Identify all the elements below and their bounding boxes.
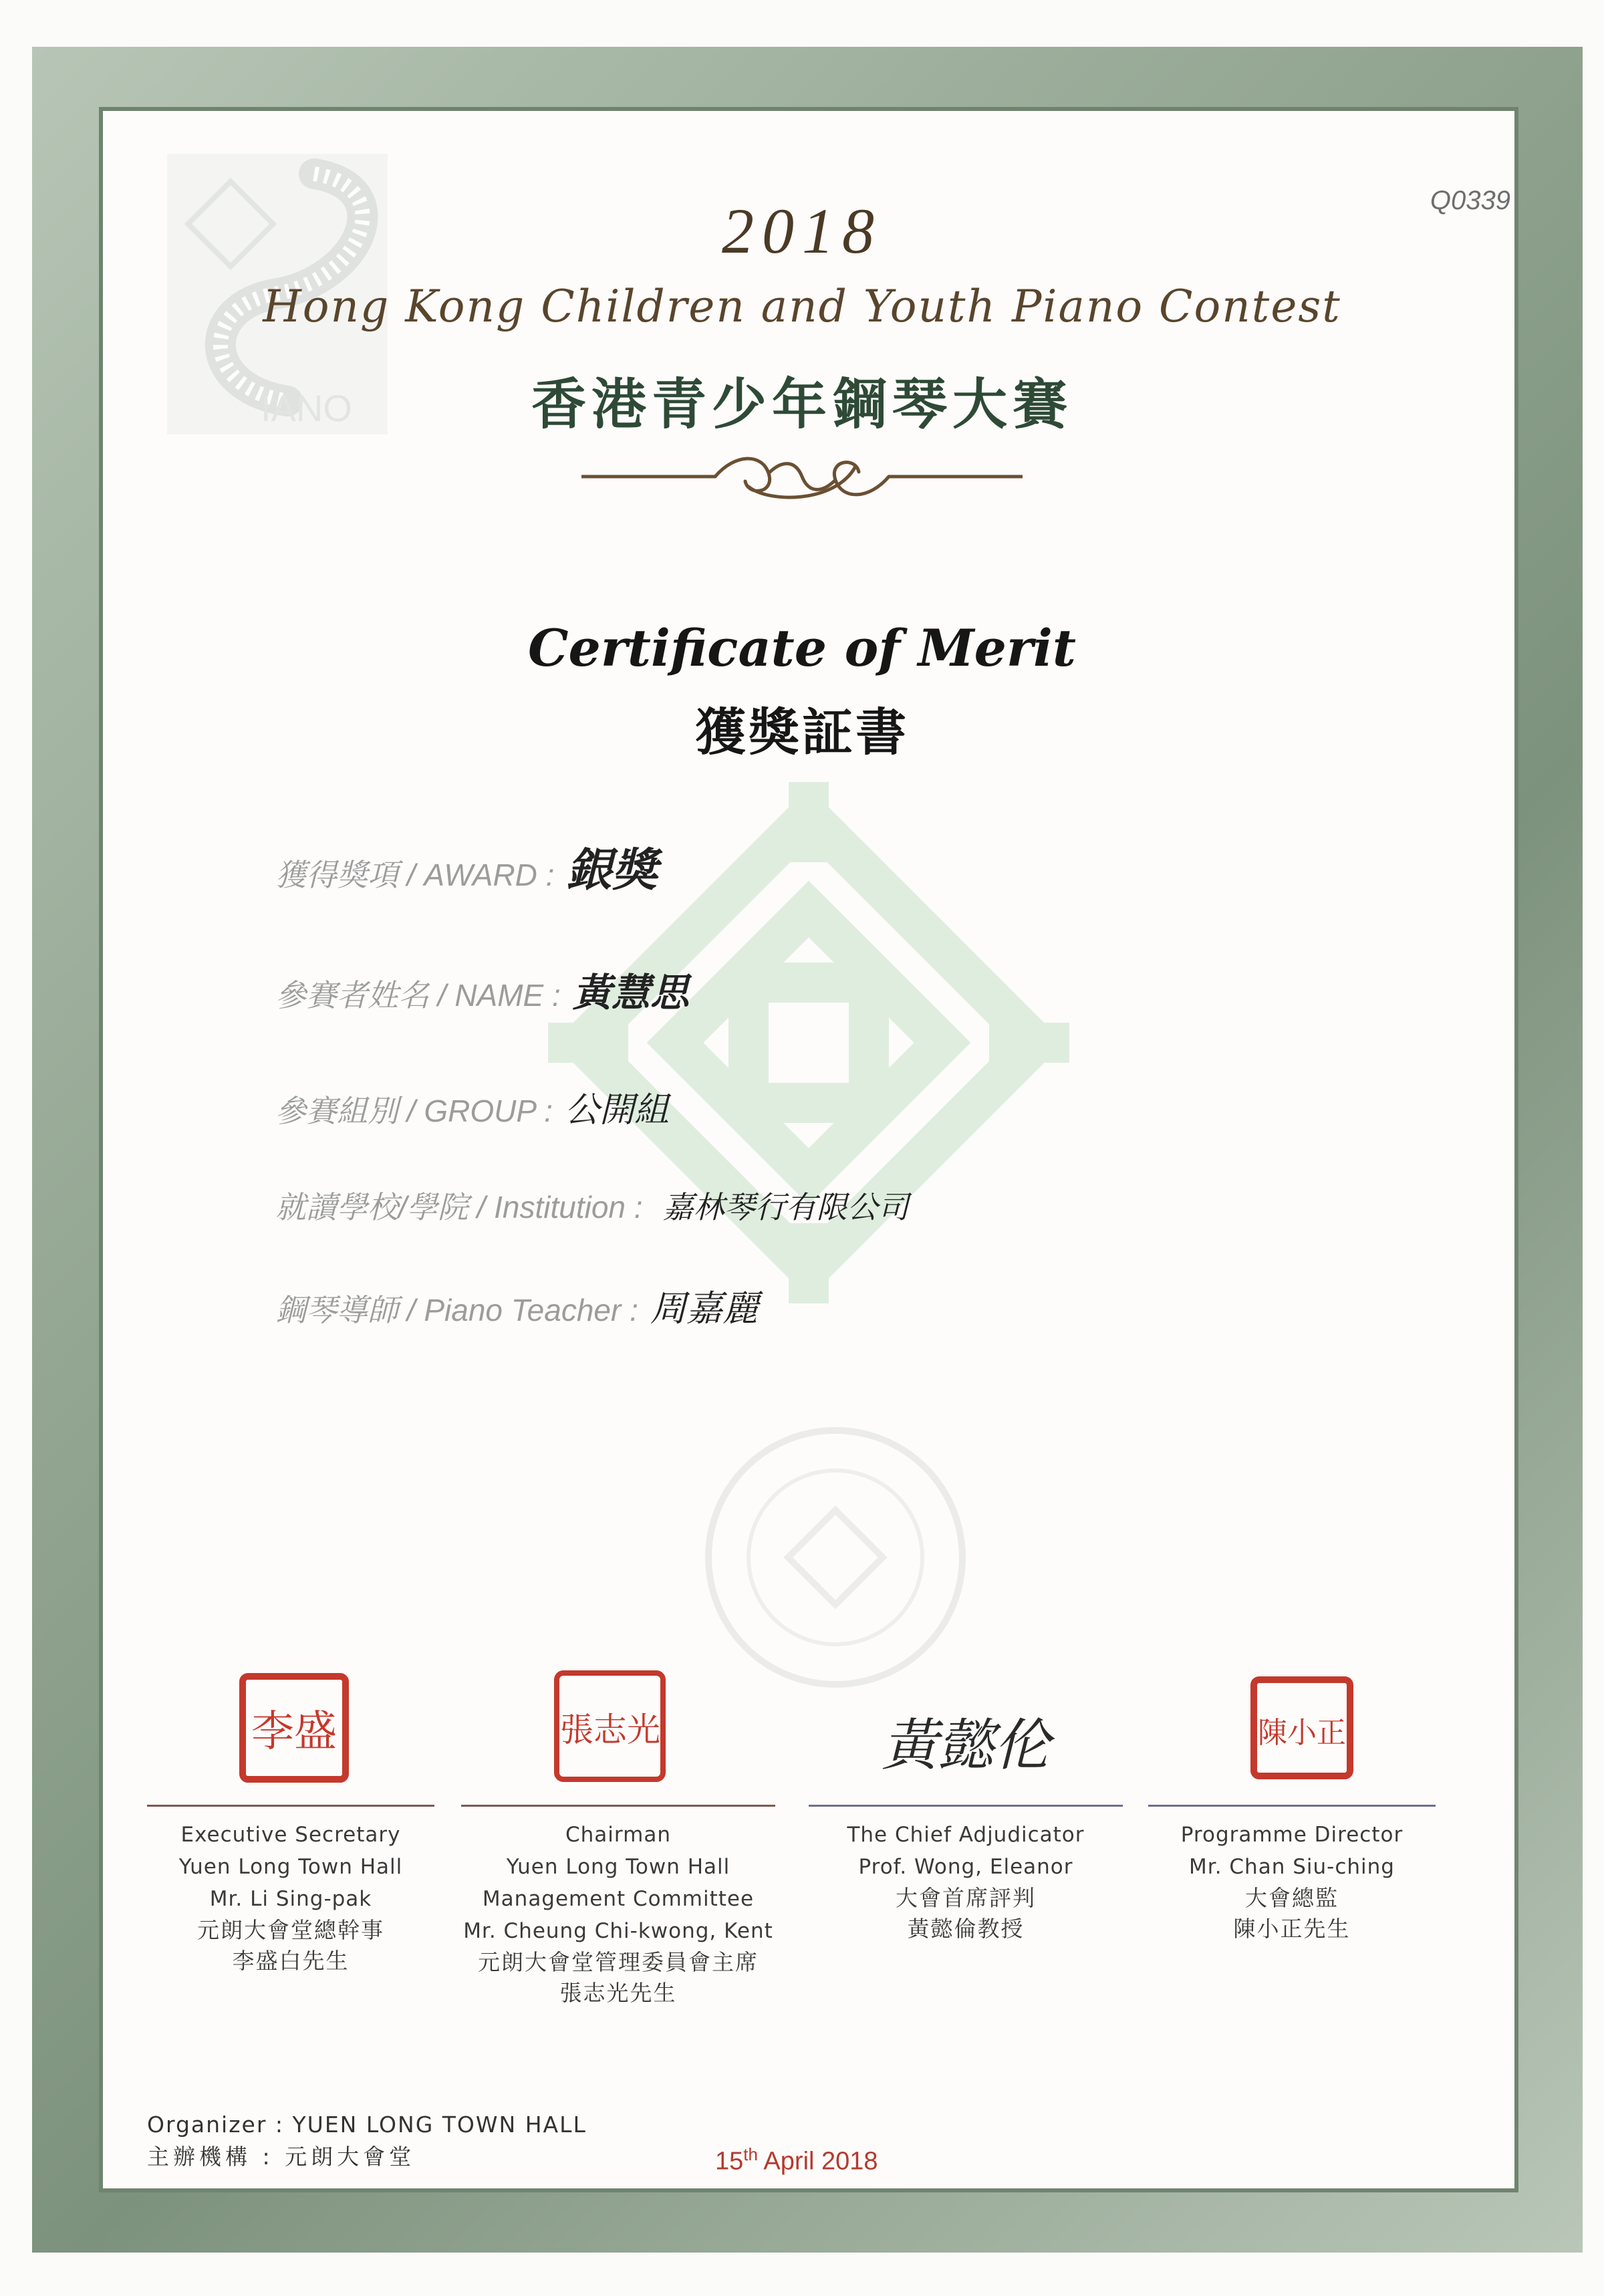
svg-text:張志光: 張志光 xyxy=(560,1710,660,1749)
signatory-role: Executive Secretary xyxy=(180,1823,401,1847)
group-value: 公開組 xyxy=(564,1091,669,1130)
name-field xyxy=(275,961,689,1017)
contest-year: 2018 xyxy=(722,195,882,267)
teacher-field xyxy=(275,1280,759,1331)
signatory-role: The Chief Adjudicator xyxy=(847,1823,1085,1847)
signatory-chief-adjudicator xyxy=(809,1805,1123,1944)
seal-executive-secretary xyxy=(237,1671,351,1785)
seal-programme-director xyxy=(1248,1674,1355,1781)
signature-rule xyxy=(1148,1805,1436,1807)
signatory-name-zh: 黃懿倫教授 xyxy=(907,1916,1025,1942)
svg-text:陳小正: 陳小正 xyxy=(1258,1716,1346,1750)
signatory-name: Mr. Li Sing-pak xyxy=(209,1887,372,1911)
signatory-name: Mr. Chan Siu-ching xyxy=(1189,1855,1395,1879)
town-hall-seal-watermark xyxy=(695,1417,976,1698)
contest-title-zh: 香港青少年鋼琴大賽 xyxy=(531,372,1073,436)
award-value: 銀獎 xyxy=(566,845,658,896)
contest-title-en: Hong Kong Children and Youth Piano Contest xyxy=(263,281,1341,332)
svg-text:黃懿伦: 黃懿伦 xyxy=(881,1712,1051,1778)
signatory-name: Prof. Wong, Eleanor xyxy=(858,1855,1073,1879)
signatory-executive-secretary xyxy=(147,1805,434,1976)
signatory-programme-director xyxy=(1148,1805,1436,1944)
signatory-org: Yuen Long Town Hall xyxy=(506,1855,730,1879)
svg-text:李盛: 李盛 xyxy=(251,1707,337,1757)
group-label: 參賽組別 / GROUP : xyxy=(275,1094,553,1128)
date-rest: April 2018 xyxy=(757,2147,878,2176)
group-field xyxy=(275,1081,669,1132)
signatory-title-zh: 元朗大會堂總幹事 xyxy=(197,1917,384,1943)
signatory-name-zh: 陳小正先生 xyxy=(1233,1916,1351,1942)
signatory-role: Chairman xyxy=(565,1823,671,1847)
organizer-zh: 主辦機構 : 元朗大會堂 xyxy=(147,2144,416,2170)
signatory-name-zh: 李盛白先生 xyxy=(232,1948,350,1974)
issue-date xyxy=(715,2144,878,2176)
award-label: 獲得獎項 / AWARD : xyxy=(275,858,555,892)
scroll-ornament xyxy=(581,447,1023,507)
signatory-role: Programme Director xyxy=(1180,1823,1404,1847)
seal-chairman xyxy=(551,1668,668,1785)
name-label: 參賽者姓名 / NAME : xyxy=(275,978,561,1013)
signature-rule xyxy=(461,1805,775,1807)
signatory-title-zh: 大會總監 xyxy=(1245,1885,1339,1911)
serial-number: Q0339 xyxy=(1430,186,1510,215)
signatory-name: Mr. Cheung Chi-kwong, Kent xyxy=(463,1919,773,1943)
award-field xyxy=(275,834,657,899)
certificate-title-zh: 獲獎証書 xyxy=(695,703,909,762)
signatory-title-zh: 大會首席評判 xyxy=(896,1885,1036,1911)
svg-text:IANO: IANO xyxy=(261,387,352,429)
name-value: 黃慧思 xyxy=(572,971,689,1015)
signatory-org: Yuen Long Town Hall xyxy=(178,1855,403,1879)
signatory-org2: Management Committee xyxy=(482,1887,755,1911)
signature-rule xyxy=(809,1805,1123,1807)
date-suffix: th xyxy=(743,2144,758,2164)
signature-chief-adjudicator xyxy=(845,1704,1086,1785)
institution-field xyxy=(275,1183,909,1227)
organizer xyxy=(147,2109,587,2173)
teacher-value: 周嘉麗 xyxy=(650,1289,759,1329)
signatory-name-zh: 張志光先生 xyxy=(559,1980,677,2006)
institution-value: 嘉林琴行有限公司 xyxy=(662,1190,909,1225)
date-day: 15 xyxy=(715,2147,744,2176)
organizer-en: Organizer : YUEN LONG TOWN HALL xyxy=(147,2112,587,2138)
signatory-chairman xyxy=(461,1805,775,2009)
teacher-label: 鋼琴導師 / Piano Teacher : xyxy=(275,1293,638,1327)
institution-label: 就讀學校/學院 / Institution : xyxy=(275,1190,643,1225)
signatory-title-zh: 元朗大會堂管理委員會主席 xyxy=(478,1949,759,1975)
signature-rule xyxy=(147,1805,434,1807)
certificate-title-en: Certificate of Merit xyxy=(528,618,1076,678)
